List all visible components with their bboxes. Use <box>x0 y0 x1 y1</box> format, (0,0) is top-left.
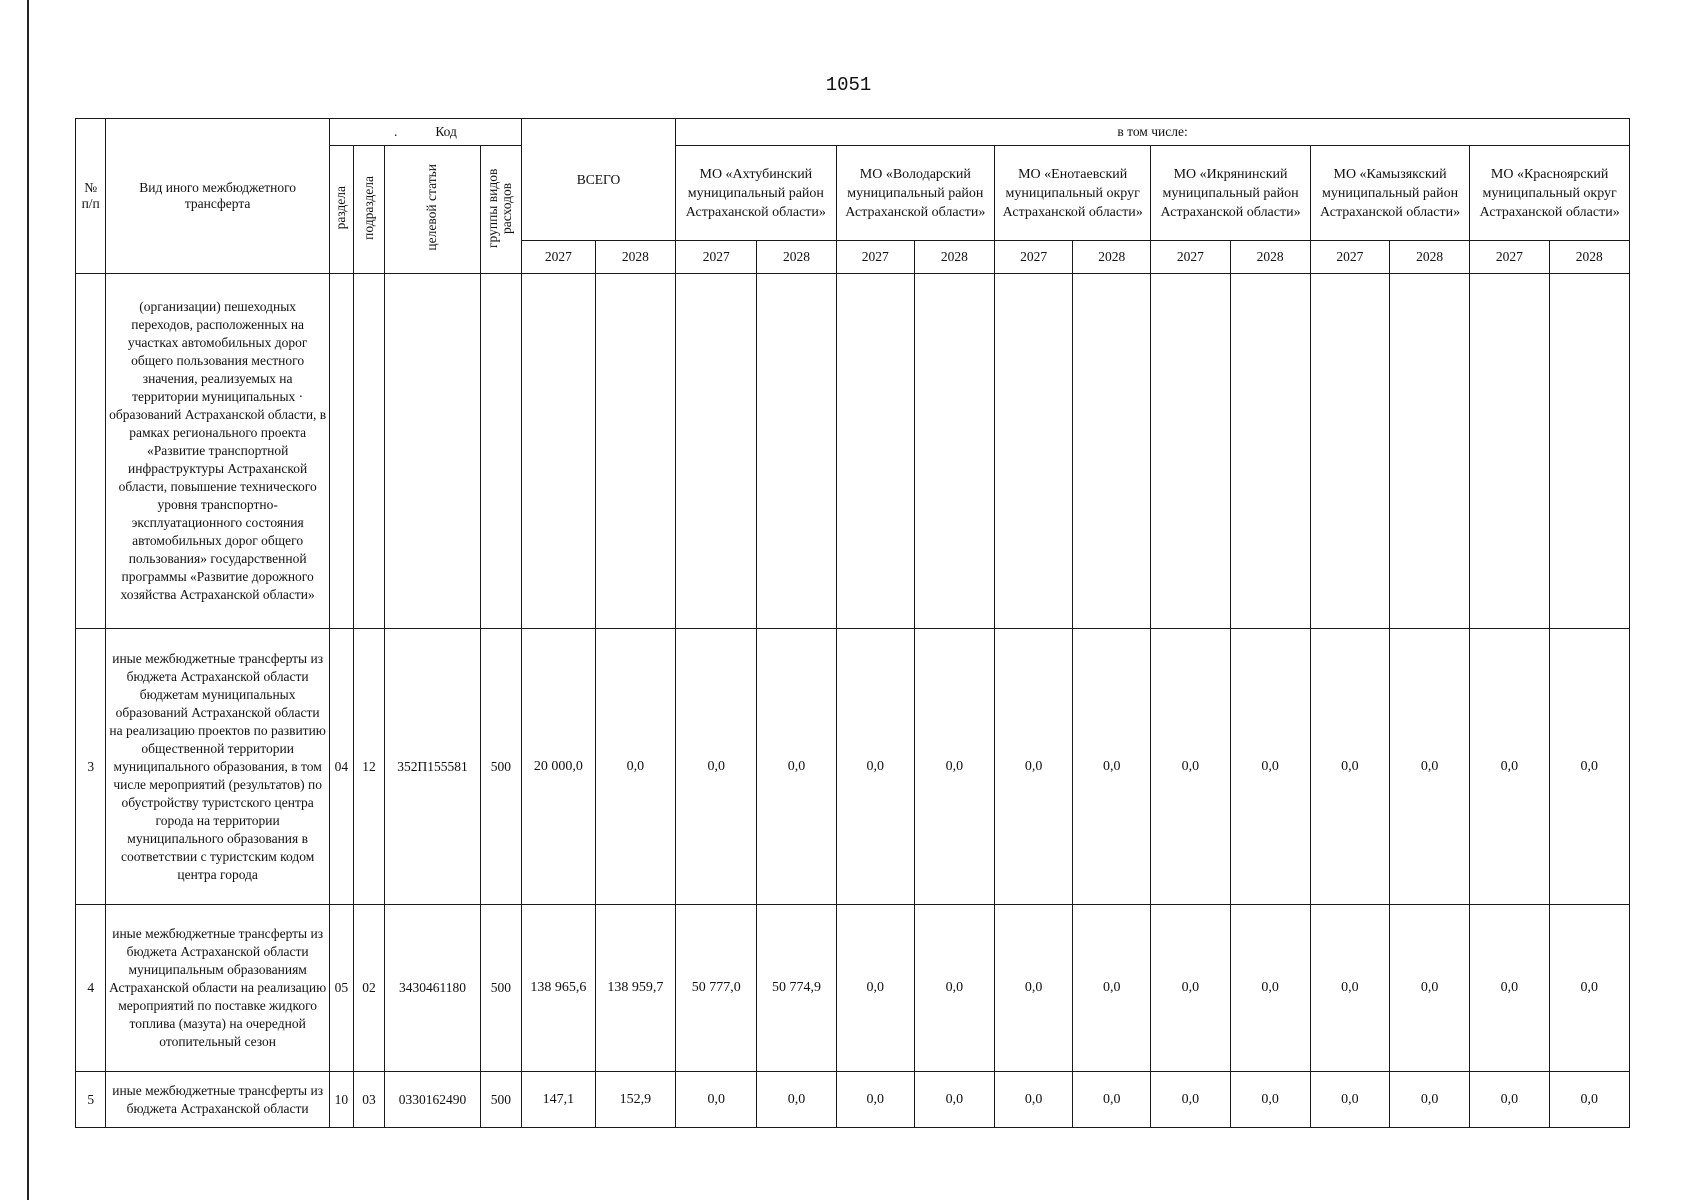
row-value: 0,0 <box>1073 905 1151 1072</box>
header-no: № п/п <box>76 119 106 274</box>
row-section: 04 <box>329 629 353 905</box>
row-section: 10 <box>329 1072 353 1128</box>
row-value: 0,0 <box>676 629 757 905</box>
header-including: в том числе: <box>676 119 1630 146</box>
header-code-section: раздела <box>329 146 353 274</box>
row-value: 0,0 <box>1230 905 1310 1072</box>
row-value: 50 774,9 <box>757 905 836 1072</box>
header-year: 2028 <box>914 241 994 274</box>
row-no: 3 <box>76 629 106 905</box>
transfer-table <box>75 118 1630 1128</box>
header-mo-krasnoyarsky: МО «Красноярский муниципальный округ Астраханской области» <box>1470 146 1630 241</box>
row-value: 0,0 <box>1390 1072 1470 1128</box>
row-value: 50 777,0 <box>676 905 757 1072</box>
row-value <box>914 274 994 629</box>
header-year: 2027 <box>521 241 595 274</box>
row-value: 0,0 <box>1390 629 1470 905</box>
row-value: 0,0 <box>995 905 1073 1072</box>
row-group <box>480 274 521 629</box>
row-value: 0,0 <box>1230 629 1310 905</box>
header-mo-akhtubinsky: МО «Ахтубинский муниципальный район Астраханской области» <box>676 146 837 241</box>
row-value: 0,0 <box>1230 1072 1310 1128</box>
header-code-subsection: подраздела <box>353 146 384 274</box>
row-value: 0,0 <box>995 1072 1073 1128</box>
header-mo-volodarsky: МО «Володарский муниципальный район Астраханской области» <box>836 146 994 241</box>
header-year: 2027 <box>676 241 757 274</box>
row-value: 0,0 <box>757 1072 836 1128</box>
header-total: ВСЕГО <box>521 119 675 241</box>
header-year: 2027 <box>1151 241 1230 274</box>
header-year: 2027 <box>1310 241 1389 274</box>
row-subsection: 02 <box>353 905 384 1072</box>
row-value: 0,0 <box>1549 629 1629 905</box>
row-description: иные межбюджетные трансферты из бюджета Астраханской области муниципальным образованиям Астраханской области на реализацию мероприятий по поставке жидкого топлива (мазута) на очередной отопительный сезон <box>106 905 330 1072</box>
row-value <box>1390 274 1470 629</box>
row-value: 0,0 <box>1151 629 1230 905</box>
row-value: 0,0 <box>1470 905 1549 1072</box>
row-value: 0,0 <box>914 629 994 905</box>
table-row <box>76 274 1630 629</box>
row-value <box>757 274 836 629</box>
header-transfer-type: Вид иного межбюджетного трансферта <box>106 119 330 274</box>
row-value <box>1549 274 1629 629</box>
row-no <box>76 274 106 629</box>
row-value: 0,0 <box>1470 629 1549 905</box>
row-value <box>1470 274 1549 629</box>
row-value: 0,0 <box>1549 1072 1629 1128</box>
page-number: 1051 <box>825 74 872 96</box>
row-value: 0,0 <box>836 905 914 1072</box>
row-value <box>595 274 675 629</box>
row-value: 0,0 <box>1390 905 1470 1072</box>
row-subsection <box>353 274 384 629</box>
row-value: 0,0 <box>1151 905 1230 1072</box>
row-section <box>329 274 353 629</box>
row-value: 0,0 <box>1310 629 1389 905</box>
row-value: 0,0 <box>1310 905 1389 1072</box>
row-value: 20 000,0 <box>521 629 595 905</box>
row-description: (организации) пешеходных переходов, расположенных на участках автомобильных дорог общего пользования местного значения, реализуемых на территории муниципальных · образований Астраханской области, в рамках регионального проекта «Развитие транспортной инфраструктуры Астраханской области, повышение технического уровня транспортно-эксплуатационного состояния автомобильных дорог общего пользования» государственной программы «Развитие дорожного хозяйства Астраханской области» <box>106 274 330 629</box>
header-year: 2028 <box>757 241 836 274</box>
row-value <box>1310 274 1389 629</box>
header-mo-kamyzyaksky: МО «Камызякский муниципальный район Астраханской области» <box>1310 146 1470 241</box>
header-year: 2027 <box>1470 241 1549 274</box>
row-value <box>521 274 595 629</box>
header-code-target: целевой статьи <box>385 146 480 274</box>
table-row <box>76 1072 1630 1128</box>
row-no: 4 <box>76 905 106 1072</box>
row-value <box>1230 274 1310 629</box>
header-mo-enotaevsky: МО «Енотаевский муниципальный округ Астраханской области» <box>995 146 1151 241</box>
row-value <box>995 274 1073 629</box>
row-value: 0,0 <box>836 629 914 905</box>
row-group: 500 <box>480 1072 521 1128</box>
row-value <box>1073 274 1151 629</box>
row-description: иные межбюджетные трансферты из бюджета Астраханской области бюджетам муниципальных образований Астраханской области на реализацию проектов по развитию общественной территории муниципального образования, в том числе мероприятий (результатов) по обустройству туристского центра города на территории муниципального образования в соответствии с туристским кодом центра города <box>106 629 330 905</box>
row-subsection: 03 <box>353 1072 384 1128</box>
header-year: 2028 <box>1230 241 1310 274</box>
header-year: 2027 <box>995 241 1073 274</box>
table-row <box>76 905 1630 1072</box>
row-value: 152,9 <box>595 1072 675 1128</box>
row-description: иные межбюджетные трансферты из бюджета Астраханской области <box>106 1072 330 1128</box>
header-year: 2028 <box>595 241 675 274</box>
header-year: 2027 <box>836 241 914 274</box>
row-target: 352П155581 <box>385 629 480 905</box>
row-target: 3430461180 <box>385 905 480 1072</box>
row-group: 500 <box>480 905 521 1072</box>
row-no: 5 <box>76 1072 106 1128</box>
header-mo-ikryaninsky: МО «Икрянинский муниципальный район Астраханской области» <box>1151 146 1311 241</box>
row-value <box>676 274 757 629</box>
binding-margin-line <box>27 0 29 1200</box>
row-value: 0,0 <box>1549 905 1629 1072</box>
row-value <box>836 274 914 629</box>
row-group: 500 <box>480 629 521 905</box>
row-value: 0,0 <box>914 905 994 1072</box>
row-value: 0,0 <box>1073 629 1151 905</box>
row-value: 0,0 <box>914 1072 994 1128</box>
row-value: 0,0 <box>1470 1072 1549 1128</box>
row-subsection: 12 <box>353 629 384 905</box>
row-value: 0,0 <box>836 1072 914 1128</box>
row-value: 0,0 <box>757 629 836 905</box>
row-section: 05 <box>329 905 353 1072</box>
header-code: . Код <box>329 119 521 146</box>
row-value: 0,0 <box>676 1072 757 1128</box>
table-row <box>76 629 1630 905</box>
header-year: 2028 <box>1549 241 1629 274</box>
header-code-dot: . <box>393 124 398 139</box>
header-year: 2028 <box>1073 241 1151 274</box>
row-value: 147,1 <box>521 1072 595 1128</box>
header-year: 2028 <box>1390 241 1470 274</box>
row-value: 0,0 <box>595 629 675 905</box>
row-value: 0,0 <box>1310 1072 1389 1128</box>
row-value: 138 965,6 <box>521 905 595 1072</box>
header-code-group: группы видов расходов <box>480 146 521 274</box>
row-value: 138 959,7 <box>595 905 675 1072</box>
row-target <box>385 274 480 629</box>
row-value <box>1151 274 1230 629</box>
row-value: 0,0 <box>1073 1072 1151 1128</box>
row-target: 0330162490 <box>385 1072 480 1128</box>
row-value: 0,0 <box>1151 1072 1230 1128</box>
row-value: 0,0 <box>995 629 1073 905</box>
